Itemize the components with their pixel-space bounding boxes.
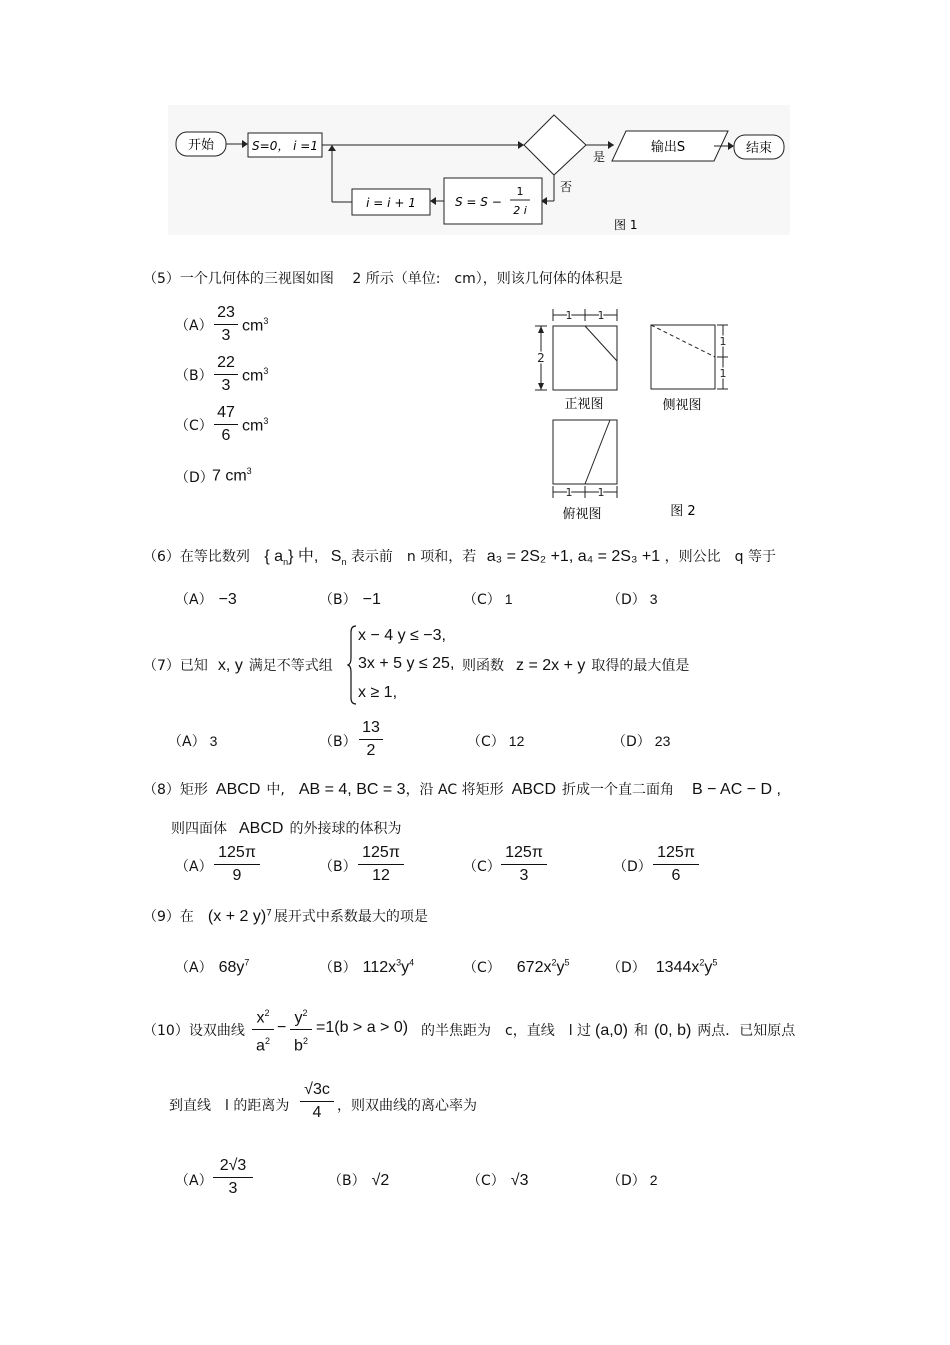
q7-ineq-3: x ≥ 1, (358, 684, 398, 701)
flow-incr-text: i = i + 1 (366, 196, 416, 210)
flowchart-figure-1 (168, 105, 790, 235)
front-dim-left: 2 (537, 351, 545, 365)
q10-option-b: （B） √2 (328, 1172, 390, 1189)
q6-stem: （6）在等比数列 { $a_n$} 中, $S_n$ 表示前 n 项和，若 a₃ = 2S₂ +1, a₄ = 2S₃ +1 ，则公比 q 等于 (143, 548, 776, 568)
flow-no-label: 否 (560, 180, 573, 194)
q7-ineq-1: x − 4 y ≤ −3, (358, 627, 446, 644)
q10-option-c: （C） √3 (467, 1172, 529, 1189)
q8-option-d-label: （D） (613, 859, 652, 875)
top-dim-1: 1 (565, 486, 573, 499)
q8-option-b-label: （B） (319, 859, 357, 875)
flow-yes-label: 是 (593, 150, 606, 164)
q8-option-c-fraction: 125π 3 (501, 843, 547, 886)
side-view-label: 侧视图 (662, 398, 702, 413)
q10-distance-fraction: √3c 4 (300, 1080, 334, 1123)
q8-stem-line-2: 则四面体 ABCD 的外接球的体积为 (171, 820, 402, 837)
q6-option-b: （B） −1 (319, 591, 381, 608)
q5-option-d-label: （D） (175, 470, 214, 486)
q5-option-c-label: （C） (175, 418, 213, 434)
q8-option-b-fraction: 125π 12 (358, 843, 404, 886)
q10-frac-y: $y^2$ $b^2$ (290, 1003, 312, 1057)
front-dim-top-1: 1 (565, 309, 573, 322)
front-dim-top-2: 1 (597, 309, 605, 322)
q5-option-c-unit: $cm^3$ (242, 416, 269, 435)
top-view (553, 420, 617, 522)
q6-option-a: （A） −3 (175, 591, 237, 608)
flow-end-text: 结束 (745, 141, 773, 156)
flow-update-lhs: S = S − (455, 195, 502, 209)
q8-option-d-fraction: 125π 6 (653, 843, 699, 886)
q5-option-c-fraction: 47 6 (214, 403, 238, 446)
q7-brace (347, 624, 357, 706)
q6-option-d: （D） 3 (607, 591, 658, 608)
q5-option-a-label: （A） (175, 318, 213, 334)
q7-option-d: （D） 23 (612, 733, 671, 750)
three-view-figure-2 (528, 305, 738, 525)
q5-option-a-unit: $cm^3$ (242, 316, 269, 335)
q10-option-d: （D） 2 (607, 1172, 658, 1189)
q7-option-b-label: （B） (319, 734, 357, 750)
q5-stem: （5）一个几何体的三视图如图 2 所示（单位: cm），则该几何体的体积是 (143, 271, 623, 287)
q8-option-c-label: （C） (463, 859, 501, 875)
q8-stem-line-1: （8）矩形 ABCD 中, AB = 4, BC = 3，沿 AC 将矩形 ABCD 折成一个直二面角 B − AC − D , (143, 781, 781, 798)
front-view (535, 309, 617, 412)
flow-init-text: S=0， i =1 (252, 139, 318, 153)
flow-update-den: 2 i (513, 204, 527, 217)
q9-option-b: （B） $112x^3y^4$ (319, 957, 415, 976)
figure-2-caption: 图 2 (670, 504, 696, 519)
q9-stem: （9）在 (x + 2 y)$^7$ 展开式中系数最大的项是 (143, 908, 428, 925)
q10-equation-rest: =1(b > a > 0) (316, 1019, 409, 1036)
q9-option-c: （C） $672x^2y^5$ (463, 957, 570, 976)
q6-option-c: （C） 1 (463, 591, 513, 608)
q5-option-b-label: （B） (175, 368, 213, 384)
q7-option-a: （A） 3 (168, 733, 218, 750)
q8-option-a-label: （A） (175, 859, 213, 875)
q9-option-d: （D） $1344x^2y^5$ (607, 957, 718, 976)
flow-output-text: 输出S (650, 140, 686, 155)
q8-option-a-fraction: 125π 9 (214, 843, 260, 886)
top-view-label: 俯视图 (562, 507, 602, 522)
top-dim-2: 1 (597, 486, 605, 499)
q7-option-b-fraction: 13 2 (359, 718, 383, 761)
q5-option-a-fraction: 23 3 (214, 303, 238, 346)
side-dim-1: 1 (719, 335, 727, 348)
q5-option-b-fraction: 22 3 (214, 353, 238, 396)
q5-option-b-unit: $cm^3$ (242, 366, 269, 385)
flow-update-num: 1 (516, 185, 524, 198)
q7-option-c: （C） 12 (467, 733, 525, 750)
q7-ineq-2: 3x + 5 y ≤ 25, (358, 655, 455, 672)
q10-option-a-fraction: 2√3 3 (213, 1156, 253, 1199)
q9-option-a: （A） $68y^7$ (175, 957, 250, 976)
side-view (651, 325, 728, 413)
q10-frac-x: $x^2$ $a^2$ (252, 1003, 274, 1057)
flow-caption: 图 1 (614, 218, 638, 232)
q10-option-a-label: （A） (175, 1173, 213, 1189)
flow-start-text: 开始 (187, 138, 215, 153)
side-dim-2: 1 (719, 367, 727, 380)
front-view-label: 正视图 (564, 397, 604, 412)
q5-option-d-value: 7 $cm^3$ (212, 466, 252, 485)
